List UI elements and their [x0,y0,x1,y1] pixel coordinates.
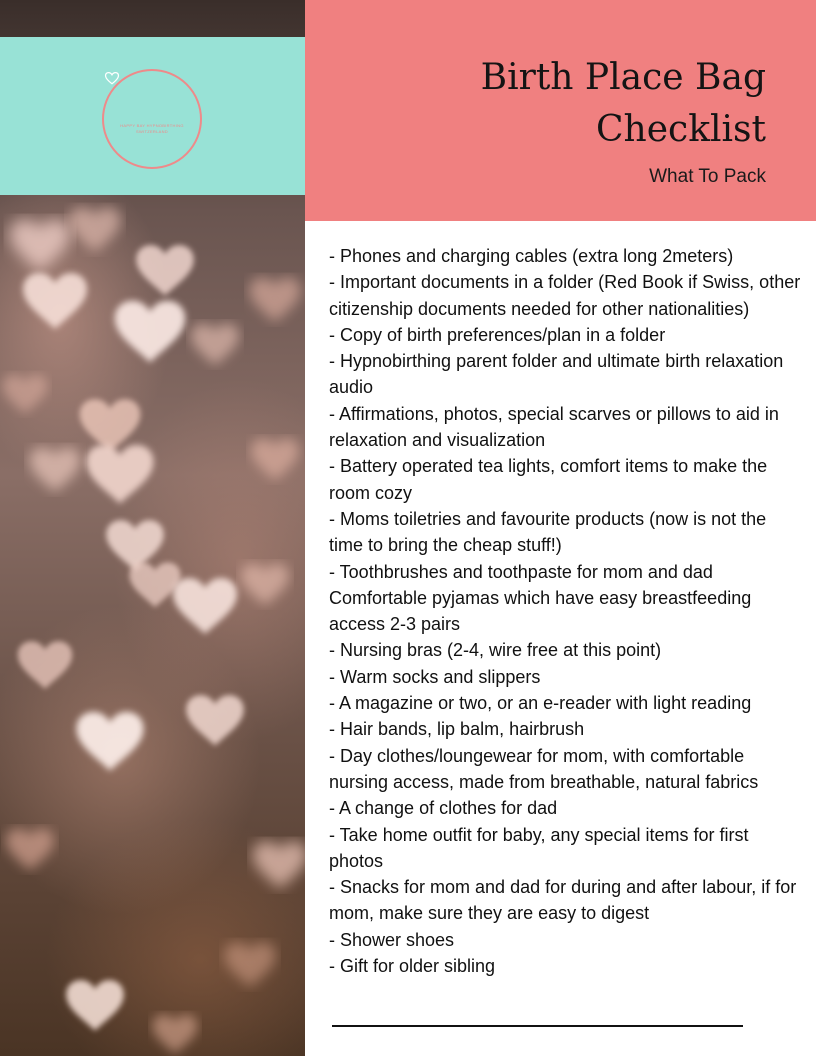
bokeh-heart-shape [115,301,185,363]
bokeh-heart-shape [69,207,120,252]
bokeh-heart-shape [224,942,275,987]
bokeh-heart-shape [191,323,239,365]
checklist-item: - Hypnobirthing parent folder and ultimate birth relaxation audio [329,351,784,398]
page-subtitle: What To Pack [649,166,766,187]
logo-band [0,37,305,195]
heart-icon [104,71,120,85]
bokeh-heart-shape [173,578,237,634]
bokeh-heart-shape [136,245,194,295]
signature-line [332,1025,743,1027]
checklist-item: - Important documents in a folder (Red Book if Swiss, other citizenship documents needed for other nationalities) [329,272,801,319]
bokeh-heart-shape [153,1015,198,1054]
bokeh-hearts-photo [0,0,305,1056]
bokeh-heart-shape [76,712,143,771]
header-band [305,0,816,221]
bokeh-heart-shape [10,219,71,272]
logo-text-line-2: SWITZERLAND [136,129,168,134]
bokeh-heart-shape [66,980,124,1030]
checklist-item: Comfortable pyjamas which have easy breastfeeding access 2-3 pairs [329,587,752,635]
bokeh-heart-shape [3,375,48,414]
bokeh-heart-shape [253,841,305,889]
bokeh-heart-shape [129,562,180,607]
checklist-item: - Snacks for mom and dad for during and after labour, if for mom, make sure they are easy to digest [329,877,797,924]
bokeh-heart-shape [106,520,164,570]
checklist-item: - Battery operated tea lights, comfort items to make the room cozy [329,456,768,503]
checklist-item: - A change of clothes for dad [329,798,558,819]
page-title-line-1: Birth Place Bag [480,57,766,98]
bokeh-heart-shape [251,438,299,480]
checklist-item: - Day clothes/loungewear for mom, with comfortable nursing access, made from breathable, natural fabrics [329,745,759,792]
bokeh-heart-shape [86,445,153,504]
brand-logo [102,69,202,169]
checklist-item: - Phones and charging cables (extra long 2meters) [329,246,734,266]
checklist-item: - Warm socks and slippers [329,666,541,687]
bokeh-heart-shape [29,447,80,492]
bokeh-heart-shape [241,563,289,605]
checklist-item: - Nursing bras (2-4, wire free at this point) [329,640,662,661]
checklist-item: - Gift for older sibling [329,956,496,977]
checklist-item: - Copy of birth preferences/plan in a folder [329,324,666,345]
logo-text-line-1: HAPPY BAY HYPNOBIRTHING [120,123,184,128]
checklist-item: - Take home outfit for baby, any special items for first photos [329,824,749,871]
checklist-item: - Toothbrushes and toothpaste for mom and dad [329,561,713,582]
page-title-line-2: Checklist [596,109,766,150]
bokeh-heart-shape [18,641,72,689]
bokeh-heart-shape [6,828,54,870]
bokeh-heart-shape [23,273,87,329]
bokeh-heart-shape [80,399,141,452]
bokeh-heart-shape [249,277,300,322]
checklist-item: - Affirmations, photos, special scarves or pillows to aid in relaxation and visualization [329,403,779,451]
checklist-item: - A magazine or two, or an e-reader with light reading [329,693,752,714]
page-title [481,52,766,156]
bokeh-heart-shape [186,695,244,745]
checklist-item: - Shower shoes [329,929,455,950]
checklist-item: - Moms toiletries and favourite products (now is not the time to bring the cheap stuff!) [329,508,767,556]
checklist-item: - Hair bands, lip balm, hairbrush [329,719,585,740]
checklist [329,243,804,979]
